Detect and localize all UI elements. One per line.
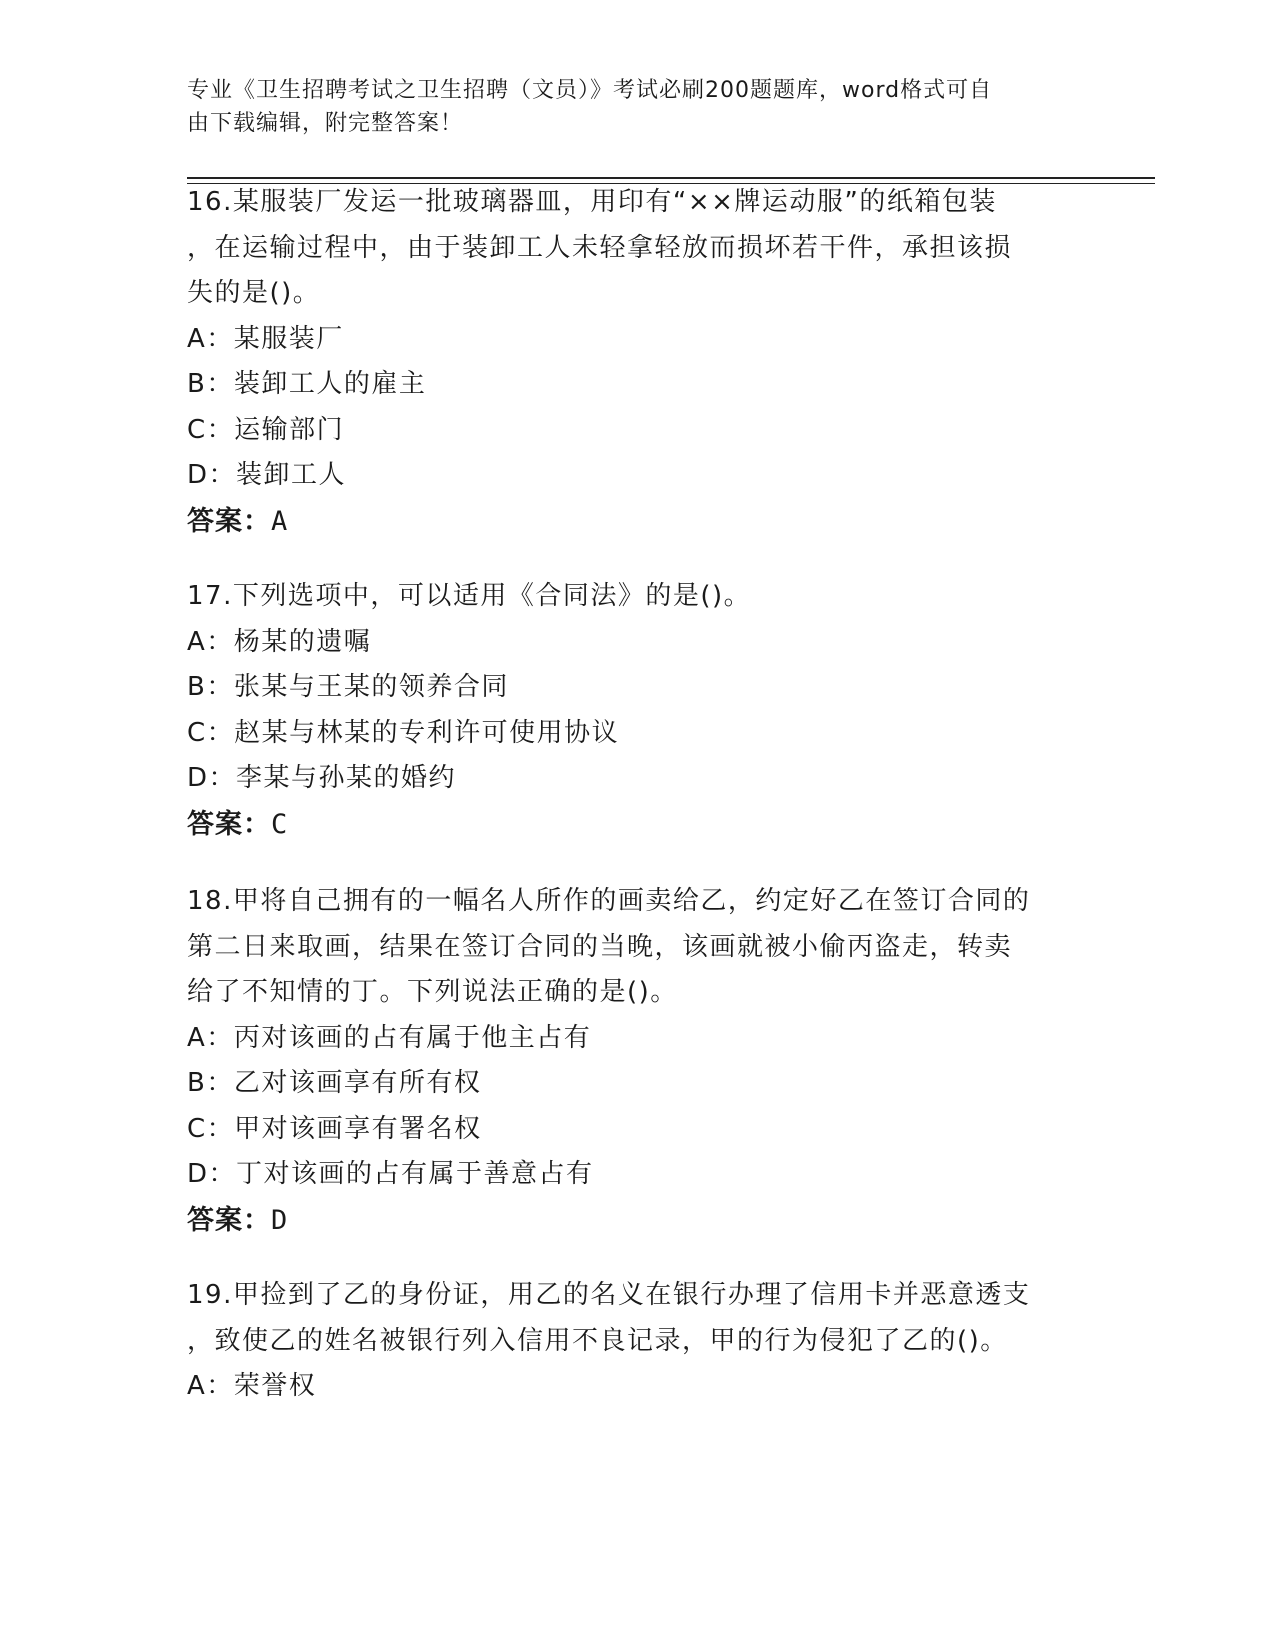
- question-stem-line: 第二日来取画，结果在签订合同的当晚，该画就被小偷丙盗走，转卖: [187, 931, 1013, 962]
- option-a: A：荣誉权: [187, 1371, 317, 1401]
- answer-line: [187, 1198, 1087, 1244]
- header-divider-thick: [187, 177, 1155, 179]
- answer-value: D: [271, 1204, 289, 1236]
- document-header: [187, 74, 1067, 140]
- header-line-1: 专业《卫生招聘考试之卫生招聘（文员）》考试必刷200题题库，word格式可自: [187, 78, 993, 103]
- answer-value: A: [271, 505, 289, 537]
- option-d: D：装卸工人: [187, 460, 347, 490]
- question-stem-line: ，在运输过程中，由于装卸工人未轻拿轻放而损坏若干件，承担该损: [187, 232, 1013, 263]
- header-line-2: 由下载编辑，附完整答案！: [187, 111, 464, 136]
- question-stem-line: 17.下列选项中，可以适用《合同法》的是()。: [187, 581, 752, 611]
- question-17: [187, 574, 1087, 847]
- answer-value: C: [271, 808, 289, 840]
- question-stem-line: ，致使乙的姓名被银行列入信用不良记录，甲的行为侵犯了乙的()。: [187, 1325, 1008, 1356]
- option-a: A：杨某的遗嘱: [187, 626, 372, 657]
- option-d: D：丁对该画的占有属于善意占有: [187, 1159, 594, 1189]
- answer-line: [187, 802, 1087, 848]
- option-a: A：某服装厂: [187, 323, 344, 354]
- answer-label: 答案：: [187, 505, 271, 537]
- question-stem-line: 失的是()。: [187, 278, 321, 308]
- question-16: [187, 180, 1087, 544]
- option-b: B：乙对该画享有所有权: [187, 1068, 482, 1098]
- question-stem-line: 18.甲将自己拥有的一幅名人所作的画卖给乙，约定好乙在签订合同的: [187, 886, 1031, 916]
- option-c: C：运输部门: [187, 414, 345, 445]
- option-d: D：李某与孙某的婚约: [187, 763, 457, 793]
- option-a: A：丙对该画的占有属于他主占有: [187, 1022, 592, 1053]
- option-c: C：赵某与林某的专利许可使用协议: [187, 717, 620, 748]
- question-stem-line: 给了不知情的丁。下列说法正确的是()。: [187, 977, 678, 1007]
- answer-line: [187, 499, 1087, 545]
- option-c: C：甲对该画享有署名权: [187, 1113, 482, 1144]
- question-stem-line: 19.甲捡到了乙的身份证，用乙的名义在银行办理了信用卡并恶意透支: [187, 1280, 1031, 1310]
- option-b: B：装卸工人的雇主: [187, 369, 427, 399]
- answer-label: 答案：: [187, 1204, 271, 1236]
- question-19: [187, 1273, 1087, 1410]
- option-b: B：张某与王某的领养合同: [187, 672, 509, 702]
- answer-label: 答案：: [187, 808, 271, 840]
- question-stem-line: 16.某服装厂发运一批玻璃器皿，用印有“××牌运动服”的纸箱包装: [187, 187, 997, 217]
- question-18: [187, 879, 1087, 1243]
